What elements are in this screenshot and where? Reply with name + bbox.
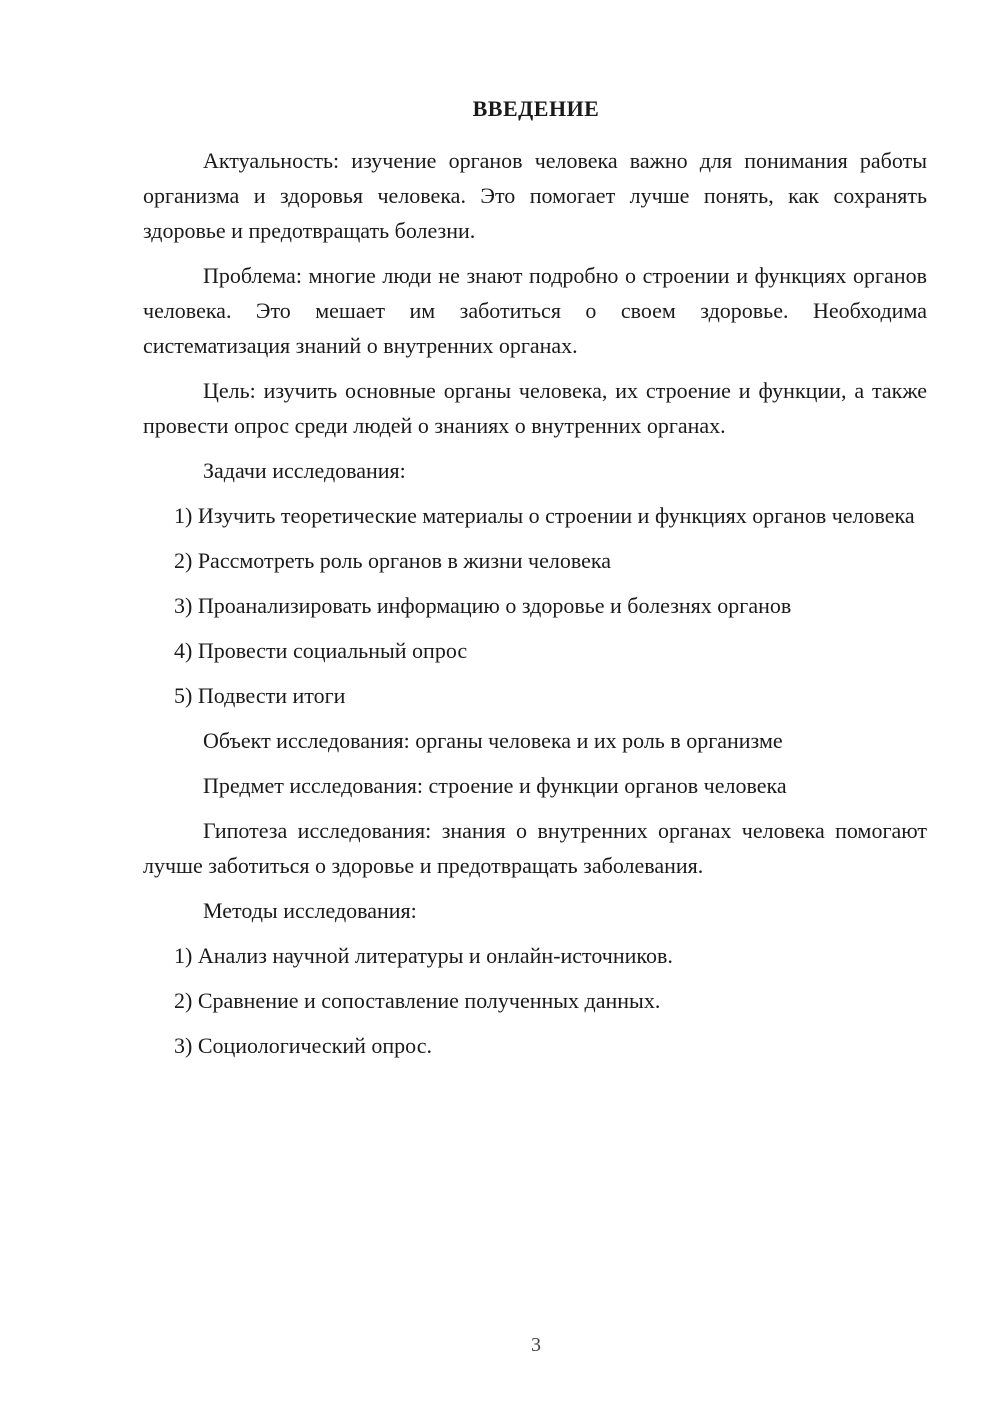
task-item: 4) Провести социальный опрос: [174, 638, 468, 663]
problem-paragraph: Проблема: многие люди не знают подробно о строении и функциях органов человека. Это мешает им заботиться о своем здоровье. Необходима систематизация знаний о внутренних органах.: [143, 263, 927, 358]
hypothesis-paragraph: Гипотеза исследования: знания о внутренних органах человека помогают лучше заботиться о здоровье и предотвращать заболевания.: [143, 818, 927, 878]
goal-paragraph: Цель: изучить основные органы человека, их строение и функции, а также провести опрос среди людей о знаниях о внутренних органах.: [143, 378, 927, 438]
method-item: 1) Анализ научной литературы и онлайн-источников.: [174, 943, 673, 968]
page-number: 3: [531, 1334, 541, 1356]
methods-title: Методы исследования:: [203, 898, 417, 923]
task-item: 5) Подвести итоги: [174, 683, 346, 708]
task-item: 1) Изучить теоретические материалы о строении и функциях органов человека: [174, 503, 915, 528]
task-item: 3) Проанализировать информацию о здоровье и болезнях органов: [174, 593, 792, 618]
tasks-title: Задачи исследования:: [203, 458, 406, 483]
subject-paragraph: Предмет исследования: строение и функции органов человека: [203, 773, 787, 798]
document-body: [143, 143, 927, 1073]
object-paragraph: Объект исследования: органы человека и их роль в организме: [203, 728, 783, 753]
page-title: ВВЕДЕНИЕ: [472, 96, 600, 121]
task-item: 2) Рассмотреть роль органов в жизни человека: [174, 548, 612, 573]
relevance-paragraph: Актуальность: изучение органов человека важно для понимания работы организма и здоровья человека. Это помогает лучше понять, как сохранять здоровье и предотвращать болезни.: [143, 148, 927, 243]
method-item: 3) Социологический опрос.: [174, 1033, 432, 1058]
method-item: 2) Сравнение и сопоставление полученных данных.: [174, 988, 661, 1013]
